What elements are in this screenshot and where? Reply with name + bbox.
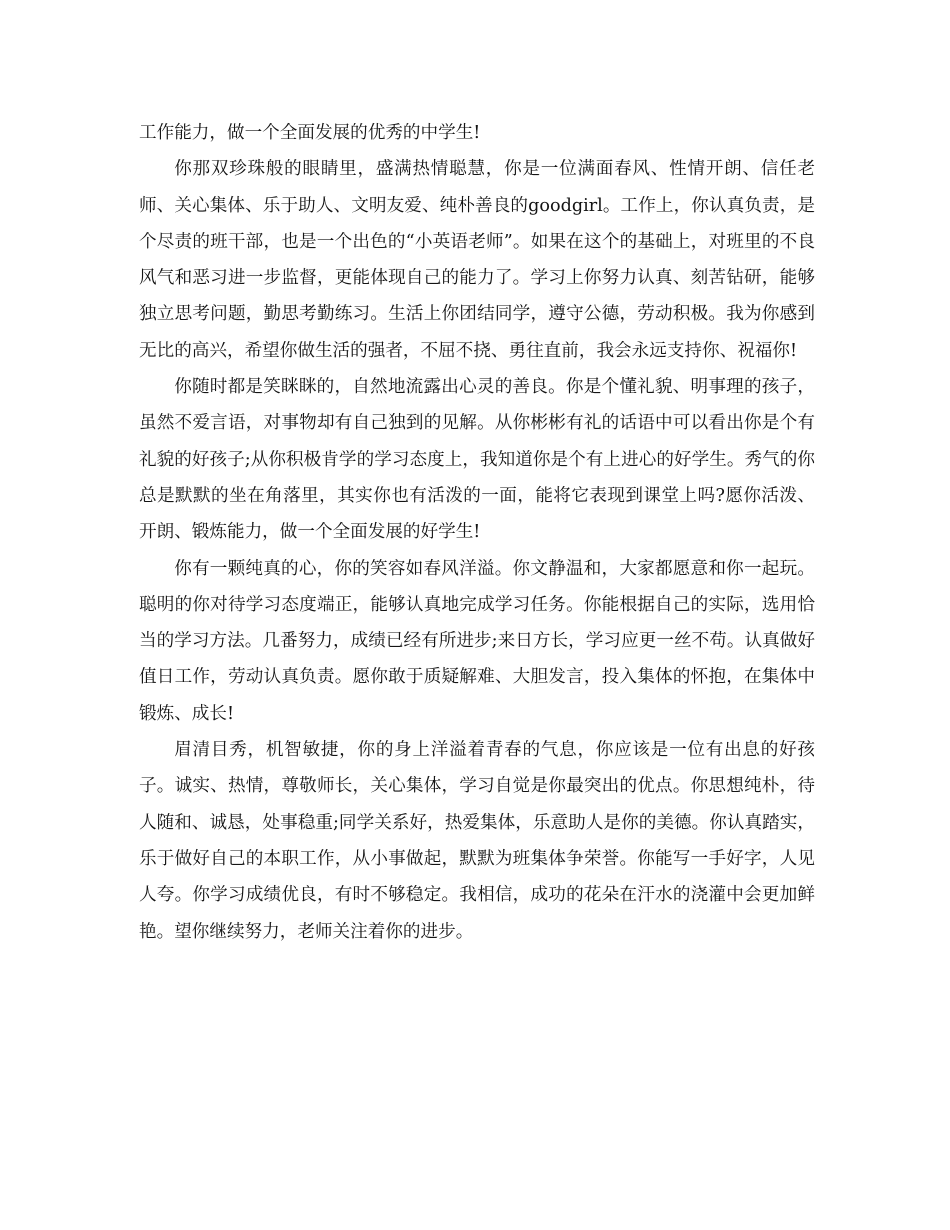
document-body [139, 115, 815, 950]
paragraph-5: 眉清目秀，机智敏捷，你的身上洋溢着青春的气息，你应该是一位有出息的好孩子。诚实、热情，尊敬师长，关心集体，学习自觉是你最突出的优点。你思想纯朴，待人随和、诚恳，处事稳重;同学关系好，热爱集体，乐意助人是你的美德。你认真踏实，乐于做好自己的本职工作，从小事做起，默默为班集体争荣誉。你能写一手好字，人见人夸。你学习成绩优良，有时不够稳定。我相信，成功的花朵在汗水的浇灌中会更加鲜艳。望你继续努力，老师关注着你的进步。 [139, 740, 815, 942]
paragraph-3: 你随时都是笑眯眯的，自然地流露出心灵的善良。你是个懂礼貌、明事理的孩子，虽然不爱言语，对事物却有自己独到的见解。从你彬彬有礼的话语中可以看出你是个有礼貌的好孩子;从你积极肯学的学习态度上，我知道你是个有上进心的好学生。秀气的你总是默默的坐在角落里，其实你也有活泼的一面，能将它表现到课堂上吗?愿你活泼、开朗、锻炼能力，做一个全面发展的好学生! [139, 377, 815, 543]
paragraph-4: 你有一颗纯真的心，你的笑容如春风洋溢。你文静温和，大家都愿意和你一起玩。聪明的你对待学习态度端正，能够认真地完成学习任务。你能根据自己的实际，选用恰当的学习方法。几番努力，成绩已经有所进步;来日方长，学习应更一丝不苟。认真做好值日工作，劳动认真负责。愿你敢于质疑解难、大胆发言，投入集体的怀抱，在集体中锻炼、成长! [139, 558, 815, 724]
paragraph-1: 工作能力，做一个全面发展的优秀的中学生! [139, 123, 481, 143]
paragraph-2: 你那双珍珠般的眼睛里，盛满热情聪慧，你是一位满面春风、性情开朗、信任老师、关心集体、乐于助人、文明友爱、纯朴善良的goodgirl。工作上，你认真负责，是个尽责的班干部，也是一个出色的“小英语老师”。如果在这个的基础上，对班里的不良风气和恶习进一步监督，更能体现自己的能力了。学习上你努力认真、刻苦钻研，能够独立思考问题，勤思考勤练习。生活上你团结同学，遵守公德，劳动积极。我为你感到无比的高兴，希望你做生活的强者，不屈不挠、勇往直前，我会永远支持你、祝福你! [139, 159, 815, 361]
